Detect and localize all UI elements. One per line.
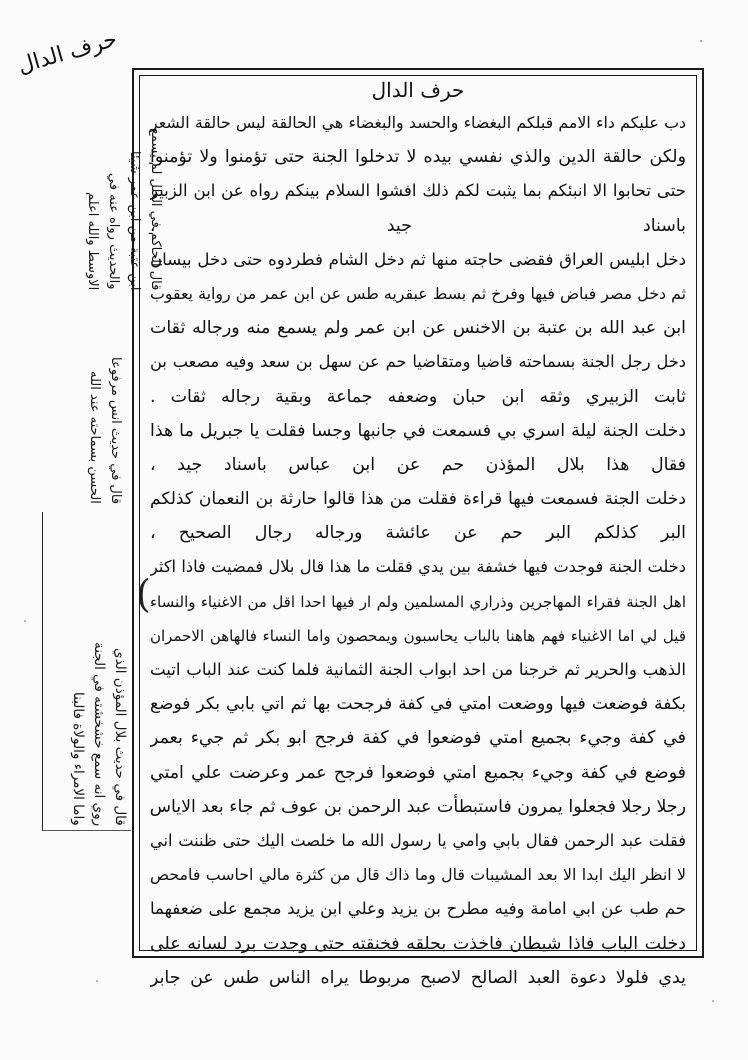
margin-note-line: واما الامراء والولاة فالبنا	[70, 692, 86, 826]
margin-chapter-title: حرف الدال	[15, 26, 120, 79]
text-line: دخلت الجنة فسمعت فيها قراءة فقلت من هذا قالوا حارثة بن النعمان كذلكم	[150, 489, 686, 510]
text-line: البر كذلكم البر حم عن عائشة ورجاله رجال الصحيح ،	[150, 523, 686, 544]
text-line: ثابت الزبيري وثقه ابن حبان وضعفه جماعة وبقية رجاله ثقات .	[150, 386, 686, 407]
text-line: لا انظر اليك ابدا الا بعد المشيبات قال وما ذاك قال من كثرة مالي احاسب فامحص	[150, 865, 686, 885]
main-text	[150, 106, 686, 988]
text-line: بكفة فوضعت فيها ووضعت امتي في كفة فرجحت بها ثم اتي بابي بكر فوضع	[150, 694, 686, 715]
text-line: دخلت الباب فاذا شيطان فاخذت بحلقه فخنقته حتى وجدت برد لسانه على	[150, 933, 686, 954]
margin-note-line: والحديث رواه عنه في	[106, 173, 121, 290]
margin-note-line: الحسن بسماحته عند الله	[87, 371, 102, 504]
text-line: ثم دخل مصر فباض فيها وفرخ ثم بسط عبقريه طس عن ابن عمر من رواية يعقوب	[150, 283, 686, 303]
margin-note-boxed	[40, 516, 130, 826]
text-line: فقال هذا بلال المؤذن حم عن ابن عباس باسناد جيد ،	[150, 454, 686, 475]
text-line: فوضع في كفة وجيء بجميع امتي فوضعوا فرجح عمر وعرضت علي امتي	[150, 762, 686, 783]
text-line: الذهب والحرير ثم خرجنا من احد ابواب الجنة الثمانية فلما كنت عند الباب اتيت	[150, 660, 686, 679]
paper-speck	[712, 1000, 714, 1002]
margin-note-line: روي انه سمع خشخشته في الجنة	[91, 641, 107, 826]
margin-note-line: ابن عتبة من ابن عمر شيئا	[127, 150, 142, 290]
margin-bracket-mark: (	[136, 572, 151, 616]
margin-note-line: قال في حديث انس مرفوعا	[108, 356, 123, 504]
text-line: ابن عبد الله بن عتبة بن الاخنس عن ابن عمر ولم يسمع منه ورجاله ثقات	[150, 318, 686, 339]
margin-note-line: قال في حديث بلال المؤذن الذي	[112, 648, 128, 826]
text-line: دخلت الجنة فوجدت فيها خشفة بين يدي فقلت ما هذا قال بلال فمضيت فاذا اكثر	[150, 557, 686, 577]
paper-speck	[700, 40, 702, 42]
text-line: دخل ابليس العراق فقضى حاجته منها ثم دخل الشام فطردوه حتى دخل بيسان	[150, 249, 686, 269]
text-line: باسناد جيد ،	[150, 215, 686, 236]
paper-speck	[96, 980, 98, 982]
margin-note-middle	[64, 306, 126, 504]
text-line: في كفة وجيء بجميع امتي فوضعوا في كفة فرجح ابو بكر ثم جيء بعمر	[150, 728, 686, 749]
text-line: اهل الجنة فقراء المهاجرين وذراري المسلمين ولم ار فيها احدا اقل من الاغنياء والنساء	[150, 592, 686, 611]
text-line: قيل لي اما الاغنياء فهم هاهنا بالباب يحاسبون ويمحصون واما النساء فالهاهن الاحمران	[150, 626, 686, 645]
text-line: حم طب عن ابي امامة وفيه مطرح بن يزيد وعلي ابن يزيد مجمع على ضعفهما	[150, 899, 686, 919]
paper-speck	[24, 620, 26, 622]
text-line: ولكن حالقة الدين والذي نفسي بيده لا تدخلوا الجنة حتى تؤمنوا ولا تؤمنوا	[150, 147, 686, 168]
text-line: فقلت عبد الرحمن فقال بابي وامي يا رسول الله ما خلصت اليك حتى ظننت اني	[150, 830, 686, 850]
text-frame-inner	[139, 75, 697, 988]
text-line: رجلا رجلا فجعلوا يمرون فاستبطأت عبد الرحمن بن عوف ثم جاء بعد الاياس	[150, 796, 686, 817]
text-frame	[132, 68, 704, 988]
margin-note-line: قال الحاكم في العلل لم يسمع	[148, 127, 163, 290]
text-line: يدي فلولا دعوة العبد الصالح لاصبح مربوطا يراه الناس طس عن جابر	[150, 967, 686, 988]
text-line: حتى تحابوا الا انبئكم بما يثبت لكم ذلك افشوا السلام بينكم رواه عن ابن الزبير	[150, 181, 686, 201]
section-heading: حرف الدال	[371, 78, 465, 102]
text-line: دب عليكم داء الامم قبلكم البغضاء والحسد والبغضاء هي الحالقة ليس حالقة الشعر	[150, 113, 686, 132]
margin-note-line: الاوسط والله اعلم	[85, 191, 100, 290]
text-line: دخل رجل الجنة بسماحته قاضيا ومتقاضيا حم عن سهل بن سعد وفيه مصعب بن	[150, 352, 686, 372]
text-line: دخلت الجنة ليلة اسري بي فسمعت في جانبها وجسا فقلت يا جبريل ما هذا	[150, 420, 686, 441]
